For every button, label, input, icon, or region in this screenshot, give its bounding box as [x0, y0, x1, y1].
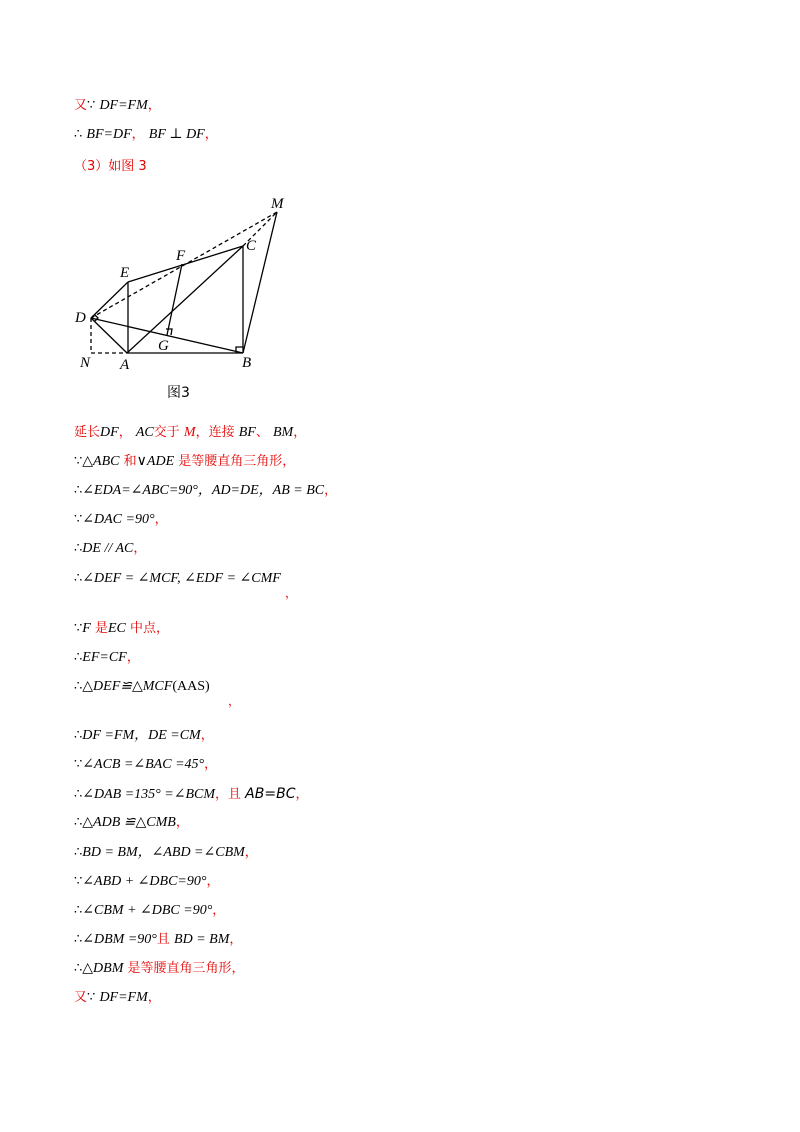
proof-line-16: ∴△ADB ≌△CMB，: [74, 815, 189, 830]
proof-line-1: 又∵ DF=FM，: [74, 98, 161, 113]
label-M: M: [271, 196, 284, 212]
proof-line-11: ∴EF=CF，: [74, 650, 140, 665]
segment-BM: [243, 212, 277, 353]
label-D: D: [75, 310, 86, 326]
proof-line-19: ∴∠CBM + ∠DBC =90°，: [74, 903, 226, 918]
label-B: B: [242, 355, 252, 371]
proof-line-20: ∴∠DBM =90°且 BD = BM，: [74, 932, 243, 947]
label-N: N: [80, 355, 91, 371]
label-E: E: [120, 265, 130, 281]
proof-line-21: ∴△DBM 是等腰直角三角形，: [74, 961, 245, 976]
proof-line-7: ∵∠DAC =90°，: [74, 512, 168, 527]
figure-caption: 图3: [167, 385, 190, 401]
proof-line-14: ∵∠ACB =∠BAC =45°，: [74, 757, 218, 772]
label-F: F: [176, 248, 186, 264]
proof-line-8: ∴DE // AC，: [74, 541, 147, 556]
part-3-heading: （3）如图 3: [74, 159, 147, 174]
dashed-DM: [91, 212, 277, 318]
figure-svg: [70, 190, 300, 375]
line-9-comma: ，: [285, 586, 298, 600]
proof-line-17: ∴BD = BM，∠ABD =∠CBM，: [74, 845, 258, 860]
segment-DA: [91, 318, 127, 353]
proof-line-2: ∴ BF=DF， BF ⊥ DF，: [74, 127, 218, 142]
proof-line-5: ∵△ABC 和∨ADE 是等腰直角三角形，: [74, 454, 296, 469]
label-A: A: [120, 357, 130, 373]
proof-line-22: 又∵ DF=FM，: [74, 990, 161, 1005]
line-12-comma: ，: [228, 694, 241, 708]
proof-line-6: ∴∠EDA=∠ABC=90°，AD=DE，AB = BC，: [74, 483, 338, 498]
label-C: C: [246, 238, 257, 254]
proof-line-12: ∴△DEF≌△MCF(AAS): [74, 679, 210, 694]
segment-FG: [167, 264, 182, 335]
geometry-figure-3: [70, 190, 300, 379]
proof-line-9: ∴∠DEF = ∠MCF, ∠EDF = ∠CMF: [74, 571, 281, 586]
label-G: G: [158, 338, 169, 354]
proof-line-18: ∵∠ABD + ∠DBC=90°，: [74, 874, 220, 889]
proof-line-15: ∴∠DAB =135° =∠BCM，且 AB=BC，: [74, 786, 309, 802]
proof-line-10: ∵F 是EC 中点，: [74, 621, 170, 636]
proof-line-13: ∴DF =FM，DE =CM，: [74, 728, 214, 743]
proof-line-4: 延长DF， AC交于 M，连接 BF、 BM，: [74, 425, 307, 440]
